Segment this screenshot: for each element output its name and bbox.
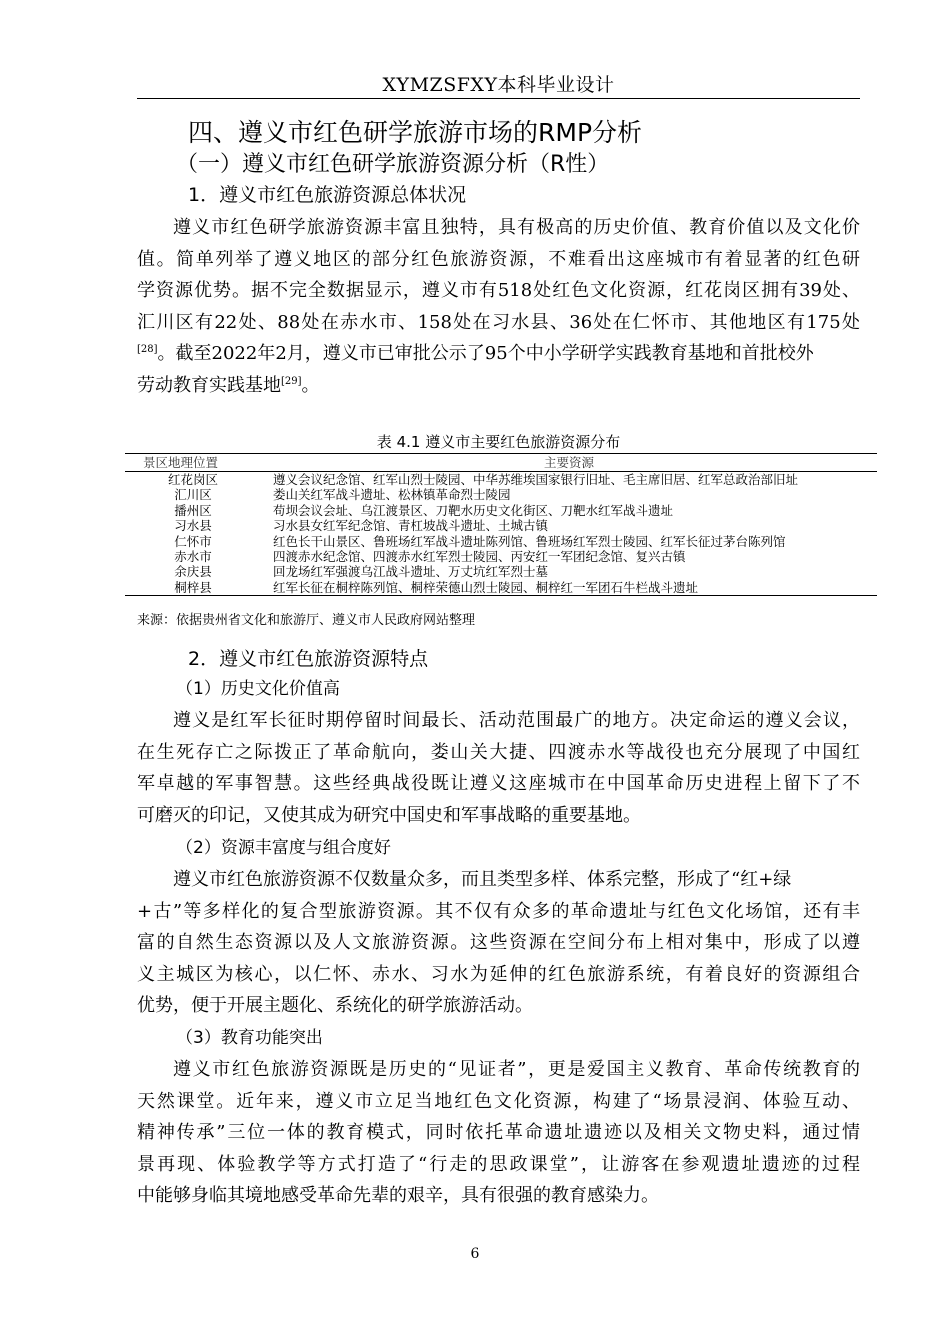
point-title-3: （3）教育功能突出 [176, 1028, 323, 1048]
table-row [125, 487, 877, 502]
table-header-row [125, 454, 877, 472]
table-cell-location: 桐梓县 [125, 580, 261, 596]
table-cell-resources: 娄山关红军战斗遗址、松林镇革命烈士陵园 [273, 487, 511, 503]
table-header-cell: 主要资源 [261, 454, 877, 472]
text-line: 义主城区为核心，以仁怀、赤水、习水为延伸的红色旅游系统，有着良好的资源组合 [137, 963, 860, 985]
page-number: 6 [470, 1246, 480, 1262]
text-line: +古”等多样化的复合型旅游资源。其不仅有众多的革命遗址与红色文化场馆，还有丰 [137, 900, 860, 922]
text-line: 遵义市红色旅游资源不仅数量众多，而且类型多样、体系完整，形成了“红+绿 [173, 869, 792, 890]
table-row [125, 564, 877, 579]
text-line: 优势，便于开展主题化、系统化的研学旅游活动。 [137, 995, 533, 1016]
text-line-with-citation [137, 370, 860, 402]
subsection-title: （一）遵义市红色研学旅游资源分析（R性） [176, 152, 610, 177]
table-cell-location: 仁怀市 [174, 533, 212, 549]
text-segment: 劳动教育实践基地 [137, 374, 281, 396]
text-line: 汇川区有22处、88处在赤水市、158处在习水县、36处在仁怀市、其他地区有175处 [137, 311, 860, 333]
text-line: 富的自然生态资源以及人文旅游资源。这些资源在空间分布上相对集中，形成了以遵 [137, 932, 860, 953]
table-cell-location: 赤水市 [174, 549, 212, 565]
text-line: 可磨灭的印记，又使其成为研究中国史和军事战略的重要基地。 [137, 804, 641, 826]
table-row [125, 580, 877, 596]
table-cell-resources: 红色长干山景区、鲁班场红军战斗遗址陈列馆、鲁班场红军烈士陵园、红军长征过茅台陈列馆 [273, 533, 786, 549]
paragraph-education [137, 1054, 860, 1212]
text-line: 精神传承”三位一体的教育模式，同时依托革命遗址遗迹以及相关文物史料，通过情 [137, 1122, 860, 1143]
table-cell-resources: 回龙场红军强渡乌江战斗遗址、万丈坑红军烈士墓 [273, 564, 549, 580]
table-source-note: 来源：依据贵州省文化和旅游厅、遵义市人民政府网站整理 [137, 613, 476, 628]
table-cell-resources: 红军长征在桐梓陈列馆、桐梓荣德山烈士陵园、桐梓红一军团石牛栏战斗遗址 [261, 580, 877, 596]
header-rule [137, 98, 860, 99]
text-line: 军卓越的军事智慧。这些经典战役既让遵义这座城市在中国革命历史进程上留下了不 [137, 773, 860, 794]
text-segment: 。截至2022年2月，遵义市已审批公示了95个中小学研学实践教育基地和首批校外 [157, 343, 814, 364]
text-line: 天然课堂。近年来，遵义市立足当地红色文化资源，构建了“场景浸润、体验互动、 [137, 1090, 860, 1112]
text-line: 学资源优势。据不完全数据显示，遵义市有518处红色文化资源，红花岗区拥有39处、 [137, 280, 860, 301]
point-title-1: （1）历史文化价值高 [176, 679, 340, 699]
item-title-1: 1．遵义市红色旅游资源总体状况 [188, 184, 467, 206]
resource-table [125, 453, 877, 596]
table-row [125, 549, 877, 564]
text-line-with-citation [137, 338, 860, 370]
paragraph-history [137, 705, 860, 831]
table-cell-resources: 习水县女红军纪念馆、青杠坡战斗遗址、土城古镇 [273, 518, 549, 534]
table-cell-location: 余庆县 [174, 564, 212, 580]
table-row [125, 518, 877, 533]
text-line: 遵义市红色旅游资源既是历史的“见证者”，更是爱国主义教育、革命传统教育的 [173, 1059, 860, 1080]
text-line: 遵义市红色研学旅游资源丰富且独特，具有极高的历史价值、教育价值以及文化价 [173, 217, 860, 238]
point-title-2: （2）资源丰富度与组合度好 [176, 838, 391, 858]
table-cell-location: 红花岗区 [167, 472, 218, 487]
text-line: 值。简单列举了遵义地区的部分红色旅游资源，不难看出这座城市有着显著的红色研 [137, 248, 860, 270]
text-line: 遵义是红军长征时期停留时间最长、活动范围最广的地方。决定命运的遵义会议， [173, 710, 860, 731]
citation-28: [28] [137, 344, 158, 355]
table-cell-resources: 四渡赤水纪念馆、四渡赤水红军烈士陵园、丙安红一军团纪念馆、复兴古镇 [273, 549, 686, 565]
table-cell-resources: 苟坝会议会址、乌江渡景区、刀靶水历史文化街区、刀靶水红军战斗遗址 [273, 502, 674, 518]
citation-29: [29] [281, 375, 302, 387]
text-line: 在生死存亡之际拨正了革命航向，娄山关大捷、四渡赤水等战役也充分展现了中国红 [137, 741, 860, 763]
paragraph-richness [137, 864, 860, 1022]
table-cell-location: 习水县 [174, 518, 212, 534]
text-line: 中能够身临其境地感受革命先辈的艰辛，具有很强的教育感染力。 [137, 1185, 659, 1206]
table-cell-resources: 遵义会议纪念馆、红军山烈士陵园、中华苏维埃国家银行旧址、毛主席旧居、红军总政治部旧址 [273, 472, 799, 487]
table-row [125, 472, 877, 488]
text-segment: 。 [301, 374, 320, 396]
table-cell-location: 播州区 [174, 502, 212, 518]
table-cell-location: 汇川区 [174, 487, 212, 503]
page-header: XYMZSFXY本科毕业设计 [382, 74, 615, 96]
item-title-2: 2．遵义市红色旅游资源特点 [188, 648, 429, 670]
table-row [125, 534, 877, 549]
section-title: 四、遵义市红色研学旅游市场的RMP分析 [188, 118, 643, 147]
table-row [125, 503, 877, 518]
table-caption: 表 4.1 遵义市主要红色旅游资源分布 [376, 433, 621, 451]
text-line: 景再现、体验教学等方式打造了“行走的思政课堂”，让游客在参观遗址遗迹的过程 [137, 1153, 860, 1175]
paragraph-overview [137, 212, 860, 401]
table-header-cell: 景区地理位置 [125, 454, 261, 472]
